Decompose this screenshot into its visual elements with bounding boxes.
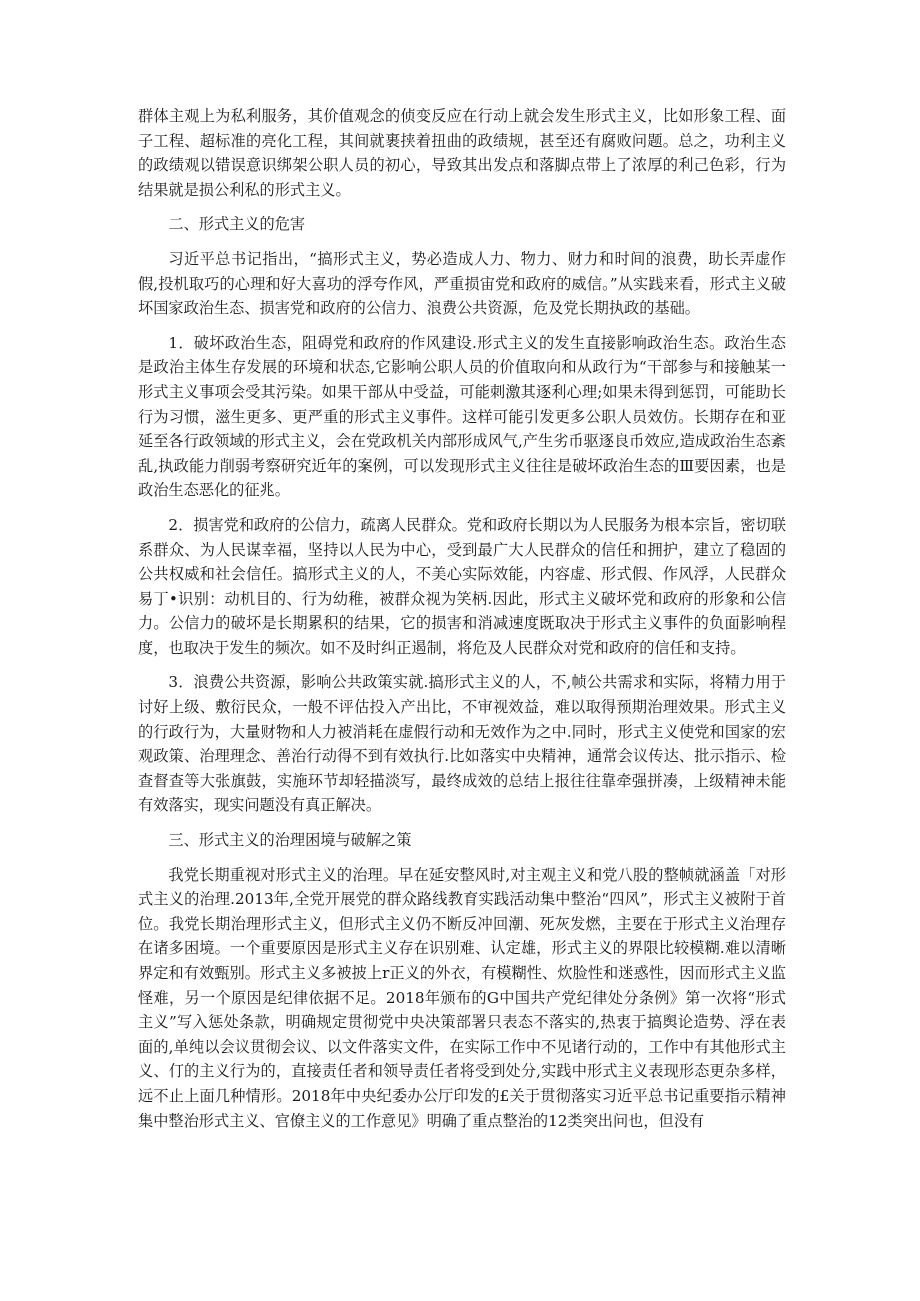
paragraph-governance: 我党长期重视对形式主义的治理。早在延安整风时,对主观主义和党八股的整帧就涵盖「对形式主义的治理.2013年,全党开展党的群众路线教育实践活动集中整治“四风”，形式主义被附于首位。我党长期治理形式主义，但形式主义仍不断反冲回潮、死灰发燃，主要在于形式主义治理存在诸多困境。一个重要原因是形式主义存在识别难、认定雄，形式主义的界限比较模糊.难以清晰界定和有效甄别。形式主义多被披上r正义的外衣，有模糊性、炊脸性和迷惑性，因而形式主义监怪难，另一个原因是纪律依据不足。2018年颁布的G中国共产党纪律处分条例》第一次将“形式主义”写入惩处条款，明确规定贯彻党中央决策部署只表态不落实的,热衷于搞舆论造势、浮在表面的,单纯以会议贯彻会议、以文件落实文件，在实际工作中不见诸行动的，工作中有其他形式主义、仃的主义行为的，直接责任者和领导责任者将受到处分,实践中形式主义表现形态更杂多样，远不止上面几种情形。2018年中央纪委办公厅印发的£关于贯彻落实习近平总书记重要指示精神集中整治形式主义、官僚主义的工作意见》明确了重点整治的12类突出问也，但没有 — [138, 865, 786, 1130]
paragraph-point-3: 3．浪费公共资源，影响公共政策实就.搞形式主义的人，不,帧公共需求和实际，将精力用于讨好上级、敷衍民众，一般不评估投入产出比，不审视效益，难以取得预期治理效果。形式主义的行政行为，大量财物和人力被消耗在虚假行动和无效作为之中.同时，形式主义使党和国家的宏观政策、治理理念、善治行动得不到有效执行.比如落实中央精神，通常会议传达、批示指示、检查督查等大张旗鼓，实施环节却轻描淡写，最终成效的总结上报往往靠牵强拼凑，上级精神未能有效落实，现实问题没有真正解决。 — [138, 673, 786, 815]
document-body — [138, 104, 786, 1143]
paragraph-point-2: 2．损害党和政府的公信力，疏离人民群众。党和政府长期以为人民服务为根本宗旨，密切联系群众、为人民谋幸福，坚持以人民为中心，受到最广大人民群众的信任和拥护，建立了稳固的公共权威和社会信任。搞形式主义的人，不美心实际效能，内容虚、形式假、作风浮，人民群众易丁•识别：动机目的、行为幼稚，被群众视为笑柄.因此，形式主义破坏党和政府的形象和公信力。公信力的破坏是长期累积的结果，它的损害和消减速度既取决于形式主义事件的负面影响程度，也取决于发生的频次。如不及时纠正遏制，将危及人民群众对党和政府的信任和支持。 — [138, 515, 786, 657]
paragraph-point-1: 1．破坏政治生态，阻碍党和政府的作风建设.形式主义的发生直接影响政治生态。政治生态是政治主体生存发展的环境和状态,它影响公职人员的价值取向和从政行为“干部参与和接触某一形式主义事项会受其污染。如果干部从中受益，可能刺激其逐利心理;如果未得到惩罚，可能助长行为习惯，滋生更多、更严重的形式主义事件。这样可能引发更多公职人员效仿。长期存在和亚延至各行政领域的形式主义，会在党政机关内部形成风气,产生劣币驱逐良币效应,造成政治生态紊乱,执政能力削弱考察研究近年的案例，可以发现形式主义往往是破坏政治生态的Ⅲ要因素，也是政治生态恶化的征兆。 — [138, 333, 786, 500]
section-heading-3: 三、形式主义的治理困境与破解之策 — [168, 831, 412, 850]
section-heading-2: 二、形式主义的危害 — [168, 215, 306, 234]
paragraph-intro: 群体主观上为私利服务，其价值观念的侦变反应在行动上就会发生形式主义，比如形象工程、面子工程、超标准的亮化工程，其间就裹挟着扭曲的政绩规，甚至还有腐败问题。总之，功利主义的政绩观以错误意识绑架公职人员的初心，导致其出发点和落脚点带上了浓厚的利己色彩，行为结果就是损公利私的形式主义。 — [138, 107, 786, 199]
paragraph-quote: 习近平总书记指出，“搞形式主义，势必造成人力、物力、财力和时间的浪费，助长弄虚作假,投机取巧的心理和好大喜功的浮夸作风，严重损宙党和政府的威信。”从实践来看，形式主义破坏国家政治生态、损害党和政府的公信力、浪费公共资源，危及党长期执政的基础。 — [138, 249, 786, 318]
